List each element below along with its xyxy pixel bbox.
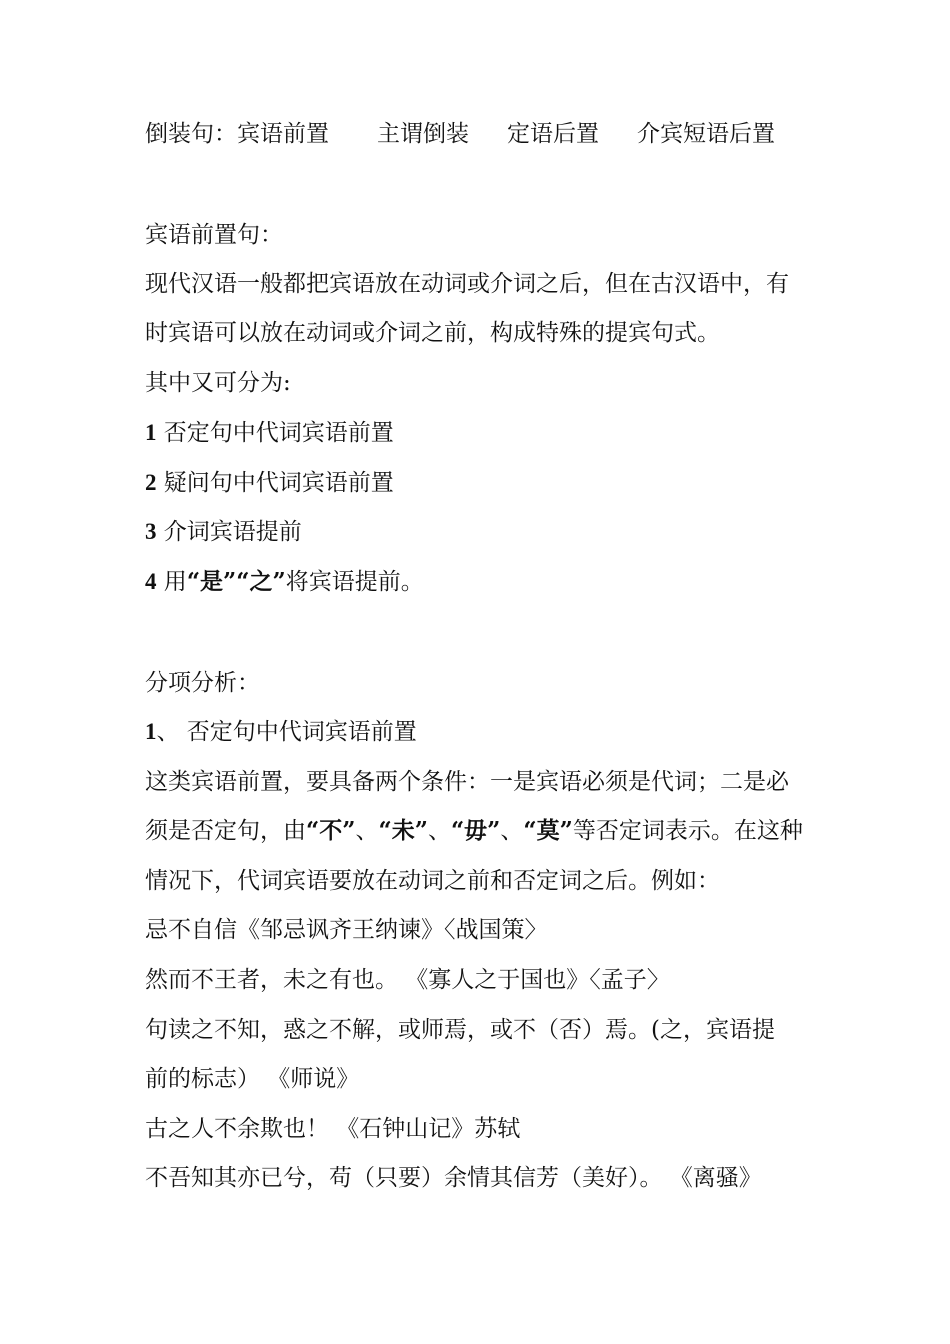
example-line: 句读之不知，惑之不解，或师焉，或不（否）焉。(之，宾语提 bbox=[145, 1017, 775, 1043]
text-segment: 、 bbox=[500, 818, 524, 844]
intro-paragraph-line-2: 时宾语可以放在动词或介词之前，构成特殊的提宾句式。 bbox=[145, 320, 720, 346]
example-line: 然而不王者，未之有也。 《寡人之于国也》〈孟子〉 bbox=[145, 967, 670, 993]
section-title-object-preposing: 宾语前置句： bbox=[145, 222, 283, 248]
inversion-types-heading bbox=[145, 119, 775, 149]
text-segment: 等否定词表示。在这种 bbox=[572, 818, 803, 844]
subdivide-label: 其中又可分为: bbox=[145, 370, 291, 396]
text-segment: 、 bbox=[427, 818, 451, 844]
list-item bbox=[145, 418, 394, 448]
list-item-number: 4 bbox=[145, 569, 157, 594]
quoted-negation-word: “毋” bbox=[450, 817, 501, 844]
subsection-heading bbox=[145, 717, 417, 747]
list-item-text: 疑问句中代词宾语前置 bbox=[156, 470, 394, 496]
analysis-paragraph-line-2 bbox=[145, 816, 803, 846]
example-line: 前的标志） 《师说》 bbox=[145, 1066, 360, 1092]
list-item-text: 介词宾语提前 bbox=[156, 519, 302, 545]
example-line: 不吾知其亦已兮，苟（只要）余情其信芳（美好）。 《离骚》 bbox=[145, 1165, 762, 1191]
quoted-negation-word: “未” bbox=[378, 817, 428, 844]
example-line: 忌不自信《邹忌讽齐王纳谏》〈战国策〉 bbox=[145, 917, 548, 943]
list-item-text: 否定句中代词宾语前置 bbox=[156, 420, 394, 446]
list-item-number: 3 bbox=[145, 519, 157, 544]
example-line: 古之人不余欺也！ 《石钟山记》苏轼 bbox=[145, 1116, 521, 1142]
list-item-text-post: 将宾语提前。 bbox=[285, 569, 424, 595]
list-item-number: 1 bbox=[145, 420, 157, 445]
text-segment: 须是否定句，由 bbox=[145, 818, 306, 844]
subsection-number: 1 bbox=[145, 719, 157, 744]
text-segment: 、 bbox=[355, 818, 379, 844]
list-item bbox=[145, 567, 424, 597]
quoted-negation-word: “不” bbox=[306, 817, 356, 844]
list-item-number: 2 bbox=[145, 470, 157, 495]
analysis-paragraph-line-3: 情况下，代词宾语要放在动词之前和否定词之后。例如： bbox=[145, 868, 720, 894]
list-item-quoted-words: “是”“之” bbox=[186, 568, 286, 595]
type-subject-predicate-inversion: 主谓倒装 bbox=[377, 121, 469, 147]
analysis-paragraph-line-1: 这类宾语前置，要具备两个条件：一是宾语必须是代词；二是必 bbox=[145, 769, 789, 795]
heading-label: 倒装句： bbox=[145, 121, 237, 147]
quoted-negation-word: “莫” bbox=[523, 817, 573, 844]
list-item bbox=[145, 468, 394, 498]
subsection-title: 、 否定句中代词宾语前置 bbox=[156, 719, 417, 745]
intro-paragraph-line-1: 现代汉语一般都把宾语放在动词或介词之后，但在古汉语中，有 bbox=[145, 271, 789, 297]
list-item-text-pre: 用 bbox=[156, 569, 187, 595]
type-object-preposing: 宾语前置 bbox=[237, 121, 329, 147]
list-item bbox=[145, 517, 302, 547]
type-prepositional-phrase-postposing: 介宾短语后置 bbox=[637, 121, 775, 147]
section-title-itemized-analysis: 分项分析： bbox=[145, 670, 260, 696]
type-attributive-postposing: 定语后置 bbox=[507, 121, 599, 147]
